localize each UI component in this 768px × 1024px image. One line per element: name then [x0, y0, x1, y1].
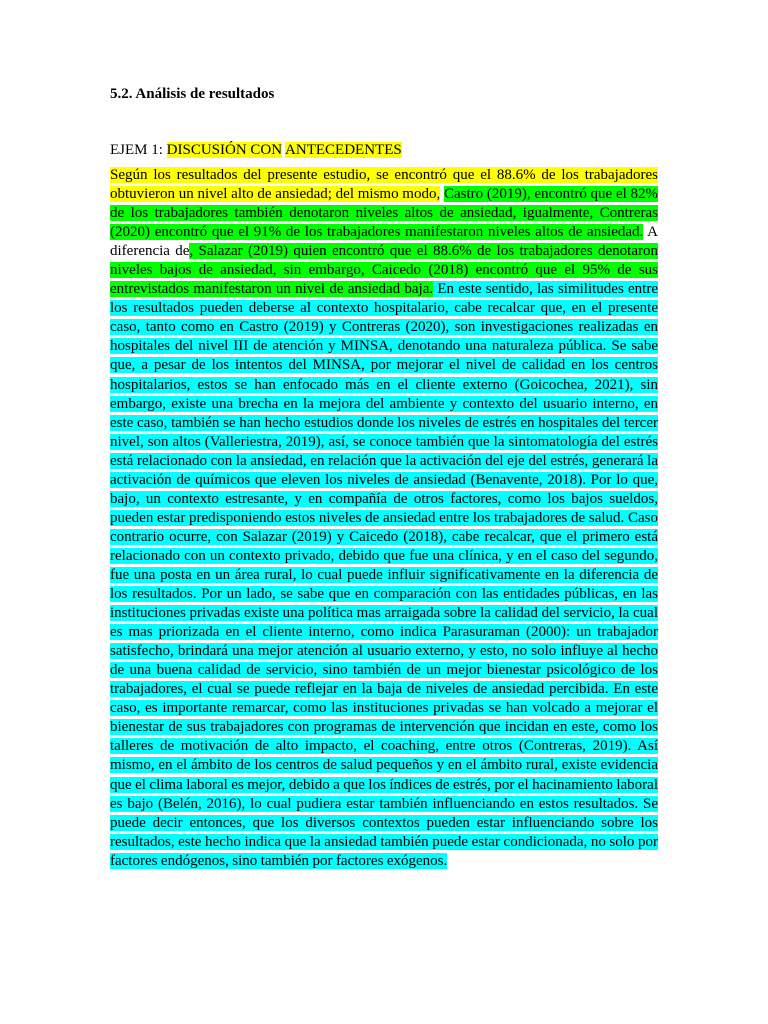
section-title: 5.2. Análisis de resultados [110, 86, 275, 102]
axis-heading-prefix: EJEM 1: [110, 142, 167, 158]
paragraph-green-segment-2: , Salazar (2019) quien encontró que el 88.6% de los trabajadores denotaron niveles bajos de ansiedad, sin embargo, Caicedo (2018) encontró que el 95% de sus entrevistados manifestaron un nivel de ansiedad baja. [110, 243, 658, 298]
paragraph-cyan-segment: En este sentido, las similitudes entre los resultados pueden deberse al contexto hospitalario, cabe recalcar que, en el presente caso, tanto como en Castro (2019) y Contreras (2020), son investigaciones realizadas en hospitales del nivel III de atención y MINSA, denotando una naturaleza pública. Se sabe que, a pesar de los intentos del MINSA, por mejorar el nivel de calidad en los centros hospitalarios, estos se han enfocado más en el cliente externo (Goicochea, 2021), sin embargo, existe una brecha en la mejora del ambiente y contexto del usuario interno, en este caso, también se han hecho estudios donde los niveles de estrés en hospitales del tercer nivel, son altos (Valleriestra, 2019), así, se conoce también que la sintomatología del estrés está relacionado con la ansiedad, en relación que la activación del eje del estrés, generará la activación de químicos que eleven los niveles de ansiedad (Benavente, 2018). Por lo que, bajo, un contexto estresante, y en compañía de otros factores, como los bajos sueldos, pueden estar predisponiendo estos niveles de ansiedad entre los trabajadores de salud. Caso contrario ocurre, con Salazar (2019) y Caicedo (2018), cabe recalcar, que el primero está relacionado con un contexto privado, debido que fue una clínica, y en el caso del segundo, fue una posta en un área rural, lo cual puede influir significativamente en la diferencia de los resultados. Por un lado, se sabe que en comparación con las entidades públicas, en las instituciones privadas existe una política mas arraigada sobre la calidad del servicio, la cual es mas priorizada en el cliente interno, como indica Parasuraman (2000): un trabajador satisfecho, brindará una mejor atención al usuario externo, y esto, no solo influye al hecho de una buena calidad de servicio, sino también de un mejor bienestar psicológico de los trabajadores, el cual se puede reflejar en la baja de niveles de ansiedad percibida. En este caso, es importante remarcar, como las instituciones privadas se han volcado a mejorar el bienestar de sus trabajadores con programas de intervención que incidan en este, como los talleres de motivación de alto impacto, el coaching, entre otros (Contreras, 2019). Así mismo, en el ámbito de los centros de salud pequeños y en el ámbito rural, existe evidencia que el clima laboral es mejor, debido a que los índices de estrés, por el hacinamiento laboral es bajo (Belén, 2016), lo cual pudiera estar también influenciando en estos resultados. Se puede decir entonces, que los diversos contextos pueden estar influenciando sobre los resultados, este hecho indica que la ansiedad también puede estar condicionada, no solo por factores endógenos, sino también por factores exógenos. [110, 281, 658, 869]
paragraph-green-segment-1: Castro (2019), encontró que el 82% de los trabajadores también denotaron niveles altos de ansiedad, igualmente, Contreras (2020) encontró que el 91% de los trabajadores manifestaron niveles altos de ansiedad. [110, 186, 658, 241]
paragraph-plain-segment: A diferencia de [110, 224, 658, 260]
axis-heading-highlight-2: ANTECEDENTES [285, 142, 402, 158]
axis-heading-highlight-1: DISCUSIÓN CON [166, 142, 283, 158]
axis-heading [110, 140, 402, 160]
discussion-paragraph [110, 166, 658, 871]
paragraph-yellow-segment: Según los resultados del presente estudio, se encontró que el 88.6% de los trabajadores obtuvieron un nivel alto de ansiedad; del mismo modo, [110, 167, 658, 203]
